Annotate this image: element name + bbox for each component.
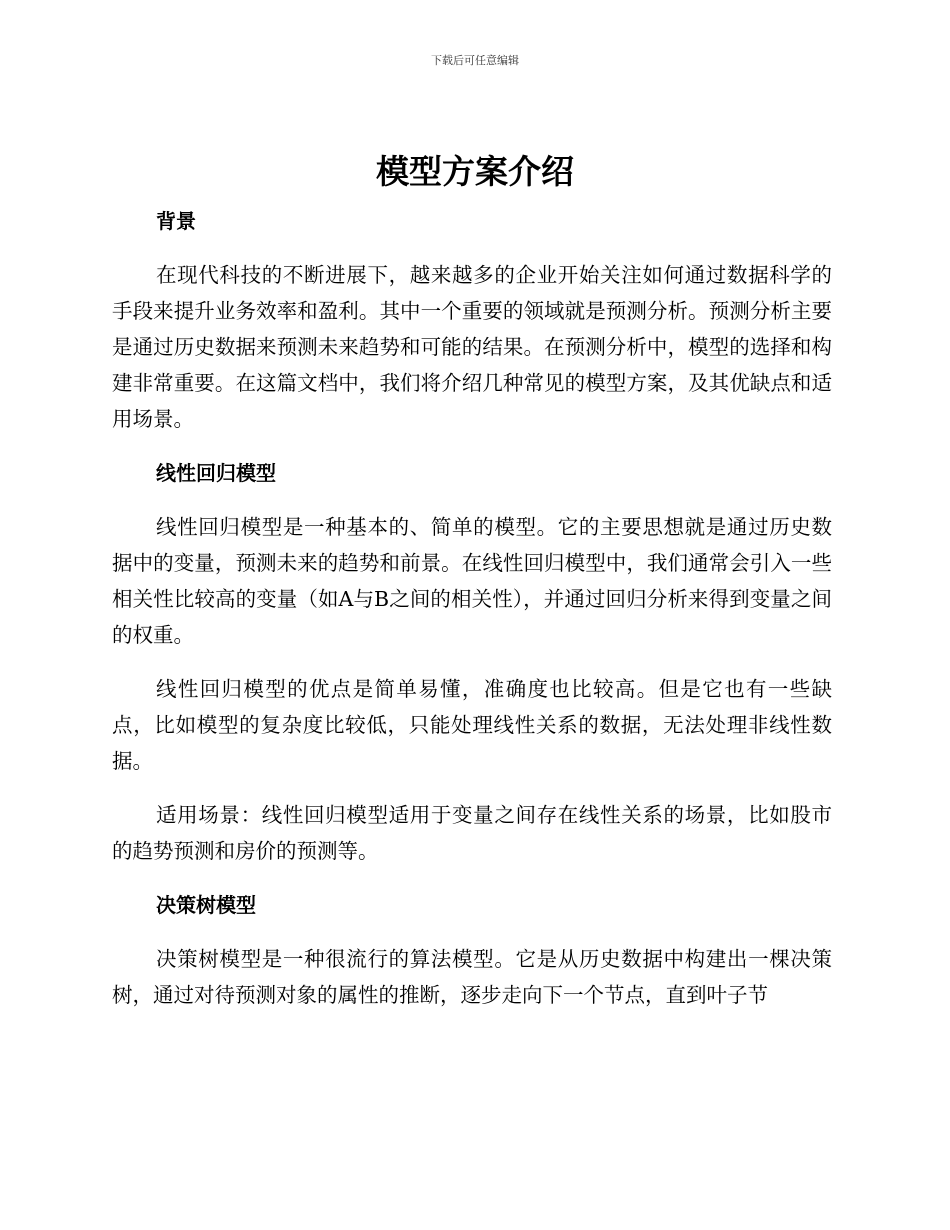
paragraph: 在现代科技的不断进展下，越来越多的企业开始关注如何通过数据科学的手段来提升业务效率和盈利。其中一个重要的领域就是预测分析。预测分析主要是通过历史数据来预测未来趋势和可能的结果。在预测分析中，模型的选择和构建非常重要。在这篇文档中，我们将介绍几种常见的模型方案，及其优缺点和适用场景。 <box>112 263 832 431</box>
paragraph: 适用场景：线性回归模型适用于变量之间存在线性关系的场景，比如股市的趋势预测和房价的预测等。 <box>112 803 832 863</box>
section-decision-tree <box>112 887 832 1013</box>
document-title: 模型方案介绍 <box>376 152 574 191</box>
page-header-note: 下载后可任意编辑 <box>431 54 519 67</box>
paragraph: 线性回归模型的优点是简单易懂，准确度也比较高。但是它也有一些缺点，比如模型的复杂度比较低，只能处理线性关系的数据，无法处理非线性数据。 <box>112 677 832 773</box>
section-heading: 决策树模型 <box>156 893 256 917</box>
section-linear-regression <box>112 455 832 887</box>
paragraph: 决策树模型是一种很流行的算法模型。它是从历史数据中构建出一棵决策树，通过对待预测对象的属性的推断，逐步走向下一个节点，直到叶子节 <box>112 947 832 1007</box>
section-heading: 线性回归模型 <box>156 461 276 485</box>
section-background <box>112 203 832 455</box>
paragraph: 线性回归模型是一种基本的、简单的模型。它的主要思想就是通过历史数据中的变量，预测未来的趋势和前景。在线性回归模型中，我们通常会引入一些相关性比较高的变量（如A与B之间的相关性），并通过回归分析来得到变量之间的权重。 <box>112 515 832 647</box>
section-heading: 背景 <box>156 209 196 233</box>
document-body <box>112 203 832 1013</box>
